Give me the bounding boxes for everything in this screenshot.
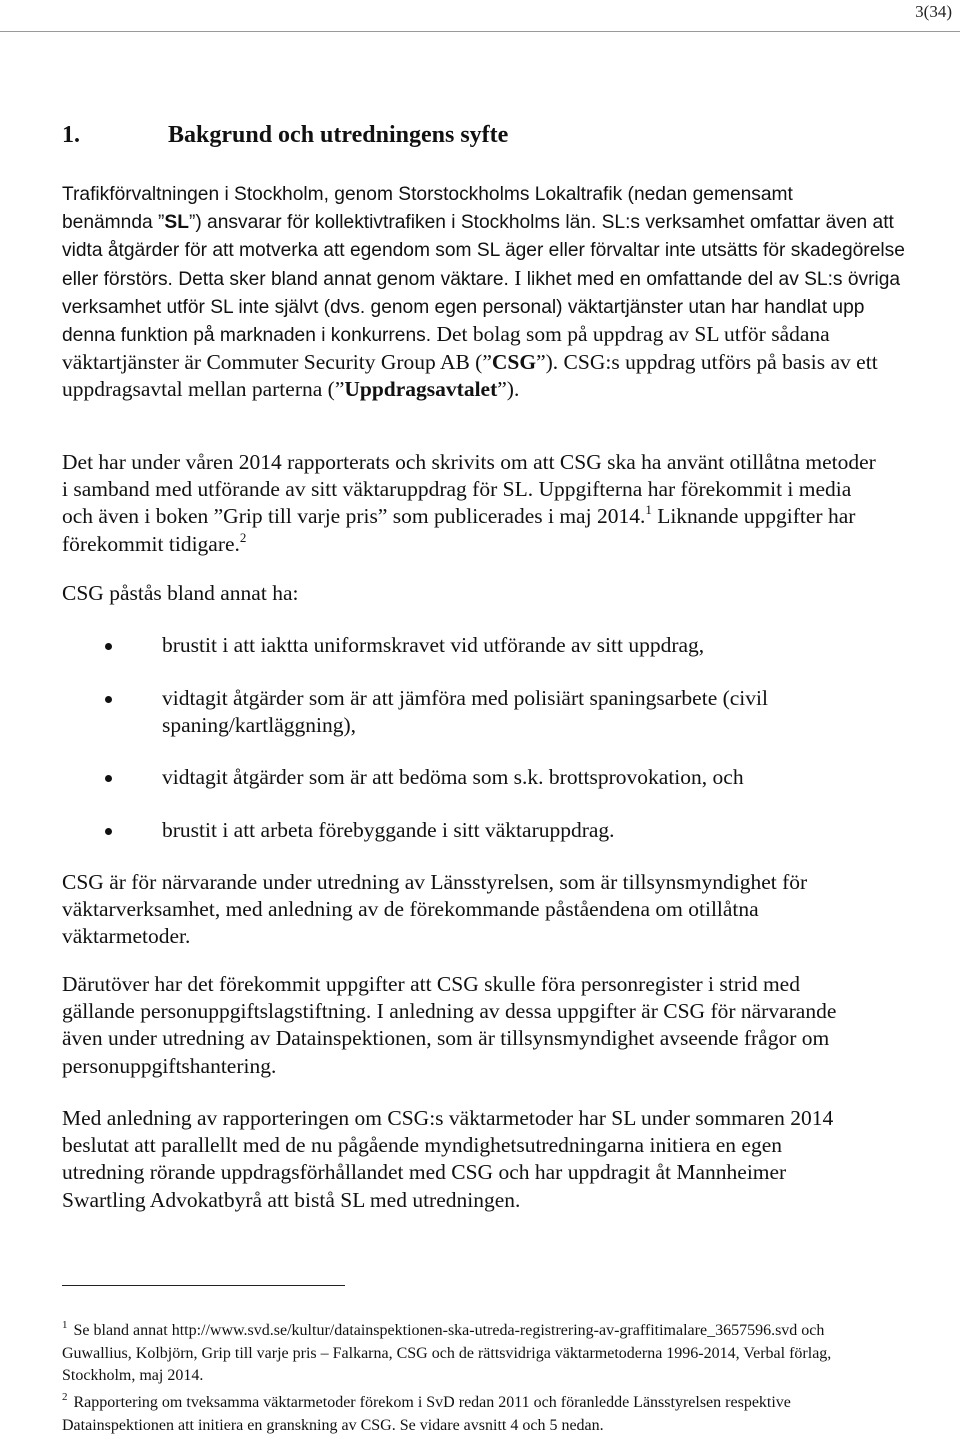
bullet-icon bbox=[105, 828, 112, 835]
footnote-ref-2: 2 bbox=[239, 529, 247, 545]
paragraph-allegations-intro bbox=[62, 580, 902, 607]
footnote-2 bbox=[62, 1392, 892, 1437]
para1-rest-b: ”). CSG:s uppdrag utförs på basis av ett uppdragsavtal mellan parterna (” bbox=[62, 350, 878, 402]
para5-text: Därutöver har det förekommit uppgifter att CSG skulle föra personregister i strid med gällande personuppgiftslagstiftning. I anledning av dessa uppgifter är CSG för närvarande även under utredning av Datainspektionen, som är tillsynsmyndighet avseende frågor om personuppgiftshantering. bbox=[62, 972, 837, 1078]
para1-csg-term: CSG bbox=[491, 350, 537, 375]
para1-rest-c: ”). bbox=[497, 377, 520, 402]
footnote-text: Se bland annat http://www.svd.se/kultur/datainspektionen-ska-utreda-registrering-av-graffitimalare_3657596.svd och Guwallius, Kolbjörn, Grip till varje pris – Falkarna, CSG och de rättsvidriga väktarmetoderna 1996-2014, Verbal förlag, Stockholm, maj 2014. bbox=[62, 1322, 832, 1385]
page-number: 3(34) bbox=[915, 2, 952, 21]
bullet-icon bbox=[105, 775, 112, 782]
para1-line1: Trafikförvaltningen i Stockholm, genom Storstockholms Lokaltrafik (nedan gemensamt bbox=[62, 184, 793, 205]
footnote-mark: 1 bbox=[62, 1319, 68, 1331]
paragraph-data-inspection bbox=[62, 971, 877, 1080]
list-item-text: brustit i att arbeta förebyggande i sitt väktaruppdrag. bbox=[162, 818, 615, 842]
section-number: 1. bbox=[62, 122, 80, 148]
para1-rest-a: Det bolag som på uppdrag av SL utför sådana väktartjänster är Commuter Security Group AB (” bbox=[62, 322, 830, 375]
footnote-mark: 2 bbox=[62, 1391, 68, 1403]
bullet-icon bbox=[105, 696, 112, 703]
bullet-icon bbox=[105, 643, 112, 650]
para1-mid-sans: likhet med en omfattande del av SL:s övriga verksamhet utför SL inte självt (dvs. genom egen personal) väktartjänster utan har handlat upp denna funktion på marknaden i konkurrens. bbox=[62, 268, 901, 347]
para2-text-b: Liknande uppgifter har förekommit tidigare. bbox=[62, 504, 856, 556]
para4-text: CSG är för närvarande under utredning av Länsstyrelsen, som är tillsynsmyndighet för väktarverksamhet, med anledning av de förekommande påståendena om otillåtna väktarmetoder. bbox=[62, 870, 808, 949]
list-item-text: vidtagit åtgärder som är att jämföra med polisiärt spaningsarbete (civil spaning/kartläggning), bbox=[162, 686, 768, 738]
paragraph-background bbox=[62, 180, 912, 404]
para3-text: CSG påstås bland annat ha: bbox=[62, 581, 299, 605]
para1-sl-term: SL bbox=[164, 212, 189, 234]
para6-text: Med anledning av rapporteringen om CSG:s väktarmetoder har SL under sommaren 2014 beslutat att parallellt med de nu pågående myndighetsutredningarna initiera en egen utredning rörande uppdragsförhållandet med CSG och har uppdragit åt Mannheimer Swartling Advokatbyrå att bistå SL med utredningen. bbox=[62, 1106, 834, 1212]
list-item-text: brustit i att iaktta uniformskravet vid utförande av sitt uppdrag, bbox=[162, 633, 705, 657]
paragraph-sl-investigation bbox=[62, 1105, 862, 1214]
section-heading bbox=[62, 122, 508, 149]
paragraph-county-investigation bbox=[62, 869, 887, 951]
paragraph-reports bbox=[62, 449, 882, 558]
para1-line2c: SL:s verksamhet bbox=[596, 212, 745, 234]
para1-agreement-term: Uppdragsavtalet bbox=[344, 377, 498, 402]
para2-text-a: Det har under våren 2014 rapporterats och skrivits om att CSG ska ha använt otillåtna metoder i samband med utförande av sitt väktaruppdrag för SL. Uppgifterna har förekommit i media och även i boken ”Grip till varje pris” som publicerades i maj 2014. bbox=[62, 450, 876, 529]
list-item-text: vidtagit åtgärder som är att bedöma som s.k. brottsprovokation, och bbox=[162, 765, 744, 789]
para1-line2b: ”) ansvarar för kollektivtrafiken i Stockholms län. bbox=[188, 212, 597, 234]
para1-sans-block: omfattar även att vidta åtgärder för att motverka att egendom som SL äger eller förvaltar inte utsätts för skadegörelse eller förstörs. Detta sker bland annat genom väktare. bbox=[62, 212, 905, 290]
para1-mid-a: I bbox=[508, 265, 522, 290]
footnote-ref-1: 1 bbox=[645, 502, 652, 518]
section-title: Bakgrund och utredningens syfte bbox=[168, 122, 509, 148]
footnote-text: Rapportering om tveksamma väktarmetoder förekom i SvD redan 2011 och föranledde Länsstyrelsen respektive Datainspektionen att initiera en granskning av CSG. Se vidare avsnitt 4 och 5 nedan. bbox=[62, 1394, 791, 1434]
para1-line2a: benämnda ” bbox=[62, 212, 165, 234]
footnote-separator bbox=[62, 1285, 345, 1286]
header-rule bbox=[0, 31, 960, 32]
footnote-1 bbox=[62, 1320, 842, 1388]
